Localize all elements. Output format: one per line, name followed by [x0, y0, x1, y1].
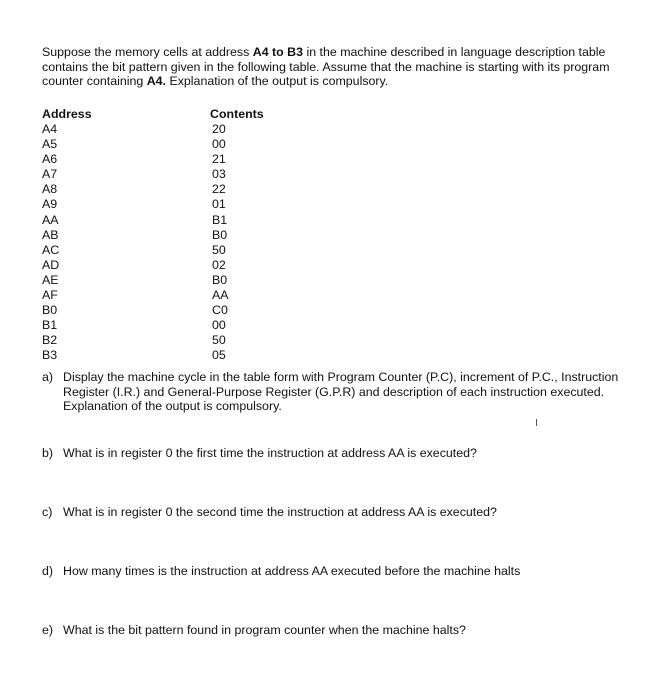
contents-cell: 00	[212, 318, 226, 333]
address-cell: AB	[42, 227, 59, 242]
address-cell: B2	[42, 333, 58, 348]
question-letter: d)	[42, 564, 54, 578]
address-cell: B3	[42, 348, 58, 363]
table-row	[42, 137, 292, 152]
question-letter: c)	[42, 505, 53, 519]
table-row	[42, 258, 292, 273]
contents-cell: 50	[212, 333, 226, 348]
contents-cell: C0	[212, 303, 228, 318]
address-cell: B1	[42, 318, 58, 333]
contents-cell: B0	[212, 227, 228, 242]
address-cell: A5	[42, 137, 58, 152]
memory-table-body	[42, 122, 292, 364]
question-text: What is the bit pattern found in program counter when the machine halts?	[63, 623, 466, 637]
question-text: How many times is the instruction at address AA executed before the machine halts	[63, 564, 521, 578]
contents-cell: 50	[212, 242, 226, 257]
address-header: Address	[42, 107, 92, 121]
question-letter: a)	[42, 370, 54, 384]
contents-cell: 20	[212, 122, 226, 136]
contents-cell: B1	[212, 212, 228, 227]
contents-cell: 22	[212, 182, 226, 197]
table-row	[42, 273, 292, 288]
table-row	[42, 122, 292, 137]
address-cell: AA	[42, 212, 59, 227]
contents-cell: AA	[212, 288, 229, 303]
intro-text-2: in the machine described in language description table contains the bit pattern given in the following table. Assume that the machine is starting with its program counter containing	[42, 45, 610, 89]
contents-cell: 05	[212, 348, 226, 363]
question-text: What is in register 0 the second time the instruction at address AA is executed?	[63, 505, 497, 519]
address-cell: AD	[42, 257, 60, 272]
question-item	[42, 564, 622, 579]
contents-cell: 00	[212, 137, 226, 152]
table-row	[42, 228, 292, 243]
problem-statement	[42, 45, 632, 89]
table-row	[42, 318, 292, 333]
stray-mark	[536, 419, 537, 426]
table-row	[42, 167, 292, 182]
question-item	[42, 623, 622, 638]
table-row	[42, 213, 292, 228]
intro-text-3: Explanation of the output is compulsory.	[166, 74, 389, 89]
table-row	[42, 152, 292, 167]
address-cell: B0	[42, 303, 58, 318]
table-row	[42, 333, 292, 348]
memory-table-header	[42, 106, 292, 122]
table-row	[42, 348, 292, 363]
contents-cell: B0	[212, 272, 228, 287]
address-cell: AE	[42, 272, 59, 287]
address-cell: A6	[42, 152, 58, 167]
intro-bold-range: A4 to B3	[252, 45, 304, 59]
question-item	[42, 370, 622, 414]
address-cell: AF	[42, 288, 58, 303]
question-item	[42, 505, 622, 520]
question-text: What is in register 0 the first time the instruction at address AA is executed?	[63, 446, 477, 460]
table-row	[42, 288, 292, 303]
intro-bold-start: A4.	[146, 74, 167, 89]
contents-header: Contents	[210, 107, 264, 121]
address-cell: AC	[42, 242, 60, 257]
table-row	[42, 182, 292, 197]
question-letter: e)	[42, 623, 54, 637]
question-text: Display the machine cycle in the table form with Program Counter (P.C), increment of P.C., Instruction Register (I.R.) and General-Purpose Register (G.P.R) and description of each instruction executed. Explanation of the output is compulsory.	[63, 370, 619, 414]
address-cell: A4	[42, 122, 58, 136]
table-row	[42, 303, 292, 318]
question-item	[42, 446, 622, 461]
address-cell: A9	[42, 197, 58, 212]
table-row	[42, 243, 292, 258]
contents-cell: 03	[212, 167, 226, 182]
address-cell: A8	[42, 182, 58, 197]
intro-text-1: Suppose the memory cells at address	[42, 45, 253, 59]
contents-cell: 01	[212, 197, 226, 212]
table-row	[42, 197, 292, 212]
contents-cell: 02	[212, 257, 226, 272]
contents-cell: 21	[212, 152, 226, 167]
question-letter: b)	[42, 446, 54, 460]
address-cell: A7	[42, 167, 58, 182]
memory-table	[42, 106, 292, 364]
